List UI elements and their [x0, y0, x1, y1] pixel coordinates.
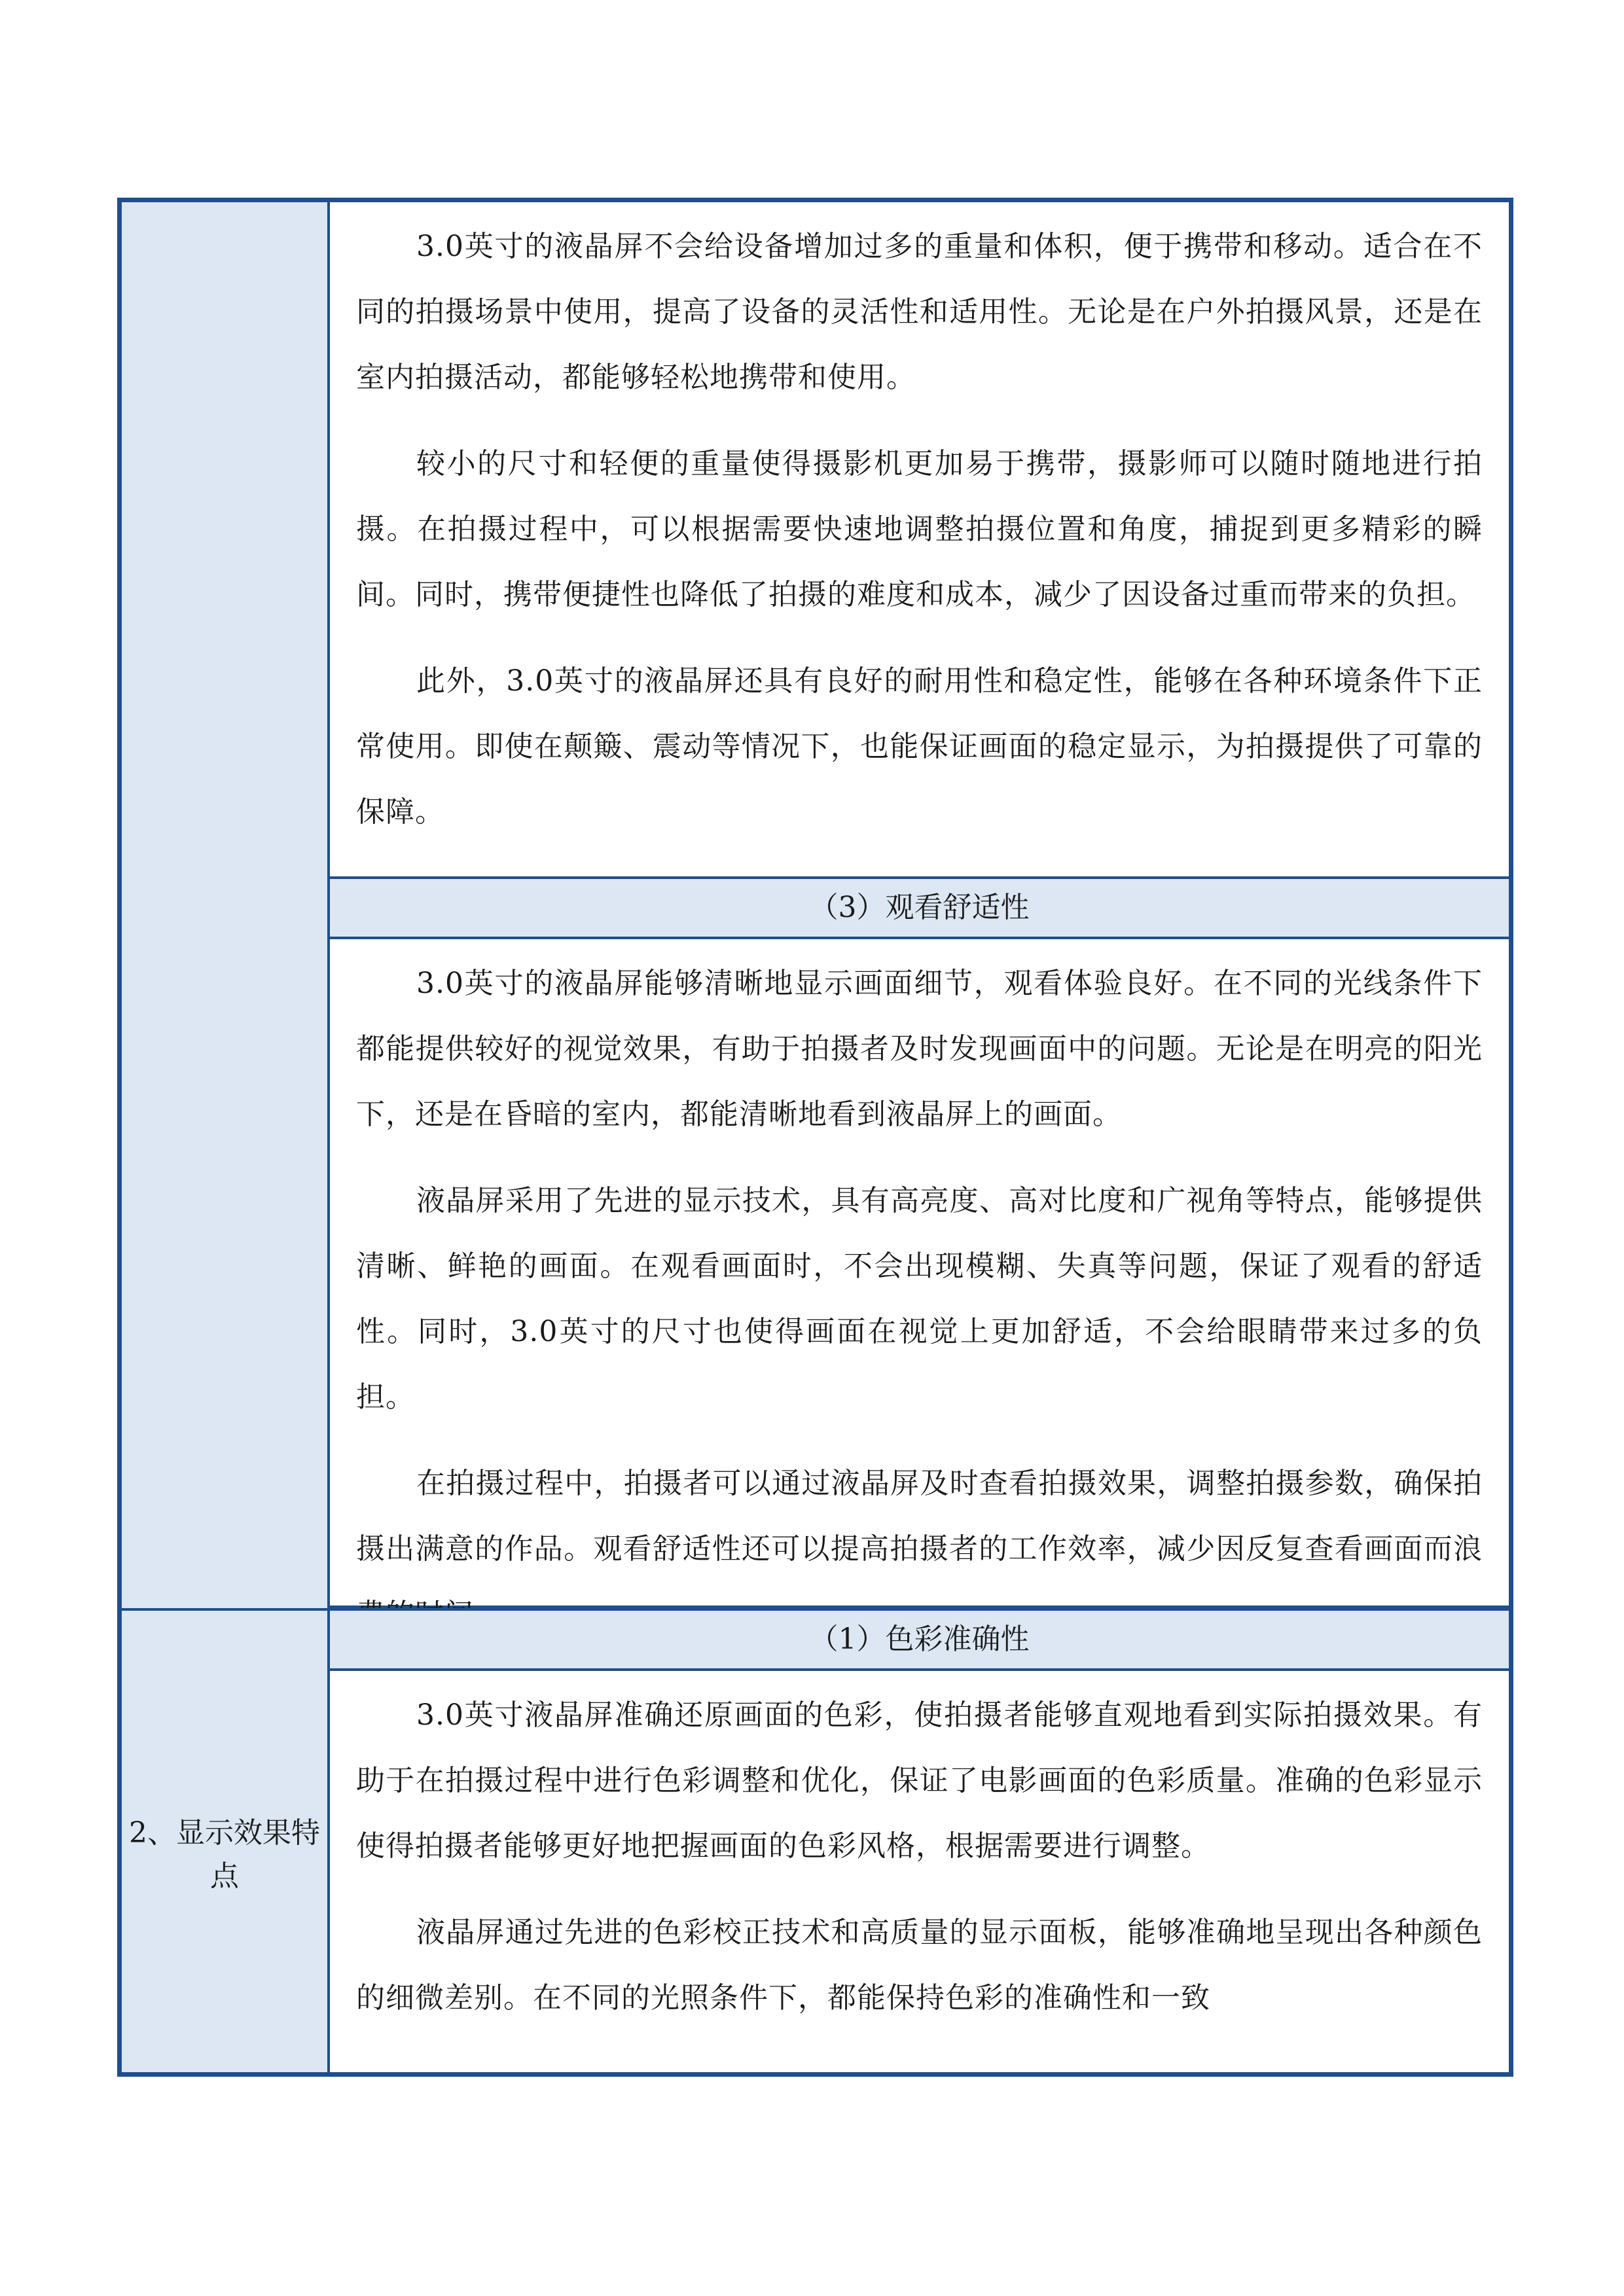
row-label-display-effect: 2、显示效果特点 [129, 1816, 320, 1893]
paragraph: 3.0英寸液晶屏准确还原画面的色彩，使拍摄者能够直观地看到实际拍摄效果。有助于在拍摄过程中进行色彩调整和优化，保证了电影画面的色彩质量。准确的色彩显示使得拍摄者能够更好地把握画面的色彩风格，根据需要进行调整。 [356, 1698, 1483, 1863]
paragraph: 在拍摄过程中，拍摄者可以通过液晶屏及时查看拍摄效果，调整拍摄参数，确保拍摄出满意的作品。观看舒适性还可以提高拍摄者的工作效率，减少因反复查看画面而浪 [356, 1467, 1483, 1566]
viewing-comfort-text-cell [330, 939, 1509, 1608]
section-header-viewing-comfort: （3）观看舒适性 [330, 879, 1509, 939]
paragraph: 较小的尺寸和轻便的重量使得摄影机更加易于携带，摄影师可以随时随地进行拍摄。在拍摄过程中，可以根据需要快速地调整拍摄位置和角度，捕捉到更多精彩的瞬间。同时，携带便捷性也降低了拍摄的难度和成本，减少了因设备过重而带来的负担。 [356, 447, 1483, 611]
content-column [330, 202, 1509, 2072]
paragraph: 此外，3.0英寸的液晶屏还具有良好的耐用性和稳定性，能够在各种环境条件下正常使用。即使在颠簸、震动等情况下，也能保证画面的稳定显示，为拍摄提供了可靠的保障。 [356, 664, 1483, 829]
paragraph: 液晶屏采用了先进的显示技术，具有高亮度、高对比度和广视角等特点，能够提供清晰、鲜艳的画面。在观看画面时，不会出现模糊、失真等问题，保证了观看的舒适性。同时，3.0英寸的尺寸也使得画面在视觉上更加舒适，不会给眼睛带来过多的负担。 [356, 1184, 1483, 1414]
spec-table [117, 198, 1513, 2077]
paragraph: 3.0英寸的液晶屏能够清晰地显示画面细节，观看体验良好。在不同的光线条件下都能提供较好的视觉效果，有助于拍摄者及时发现画面中的问题。无论是在明亮的阳光下，还是在昏暗的室内，都能清晰地看到液晶屏上的画面。 [356, 967, 1483, 1131]
portability-text-cell [330, 202, 1509, 879]
paragraph: 3.0英寸的液晶屏不会给设备增加过多的重量和体积，便于携带和移动。适合在不同的拍摄场景中使用，提高了设备的灵活性和适用性。无论是在户外拍摄风景，还是在室内拍摄活动，都能够轻松地携带和使用。 [356, 230, 1483, 394]
row-divider [122, 1608, 330, 1611]
paragraph: 液晶屏通过先进的色彩校正技术和高质量的显示面板，能够准确地呈现出各种颜色的细微差别。在不同的光照条件下，都能保持色彩的准确性和一致 [356, 1916, 1483, 2015]
color-accuracy-text-cell [330, 1671, 1509, 2072]
section-header-color-accuracy: （1）色彩准确性 [330, 1608, 1509, 1671]
left-label-column [122, 202, 330, 2072]
